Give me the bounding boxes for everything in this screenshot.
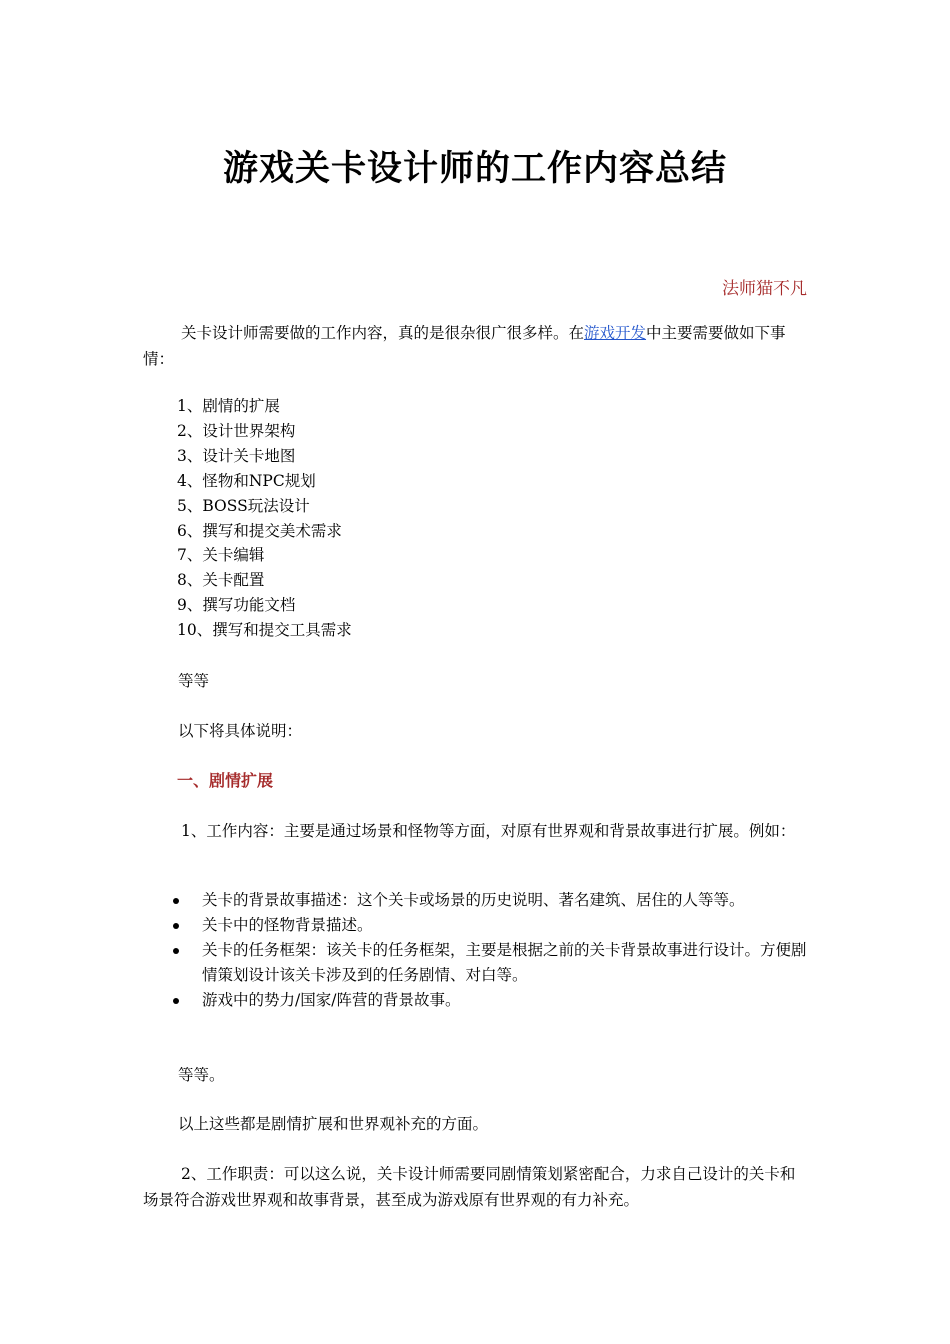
- work-content-paragraph: 1、工作内容：主要是通过场景和怪物等方面，对原有世界观和背景故事进行扩展。例如：: [181, 822, 796, 840]
- bullet-icon: [173, 948, 179, 954]
- bullet-item: [170, 913, 810, 938]
- bullet-text: 关卡的背景故事描述：这个关卡或场景的历史说明、著名建筑、居住的人等等。: [202, 891, 745, 909]
- detail-intro-text: 以下将具体说明：: [178, 722, 303, 740]
- task-list-item: 2、设计世界架构: [177, 422, 296, 440]
- game-dev-link[interactable]: 游戏开发: [584, 324, 647, 342]
- bullet-list: [170, 888, 810, 1013]
- duty-paragraph: 2、工作职责：可以这么说，关卡设计师需要同剧情策划紧密配合，力求自己设计的关卡和场景符合游戏世界观和故事背景，甚至成为游戏原有世界观的有力补充。: [143, 1165, 796, 1209]
- task-list-item: 9、撰写功能文档: [177, 596, 296, 614]
- task-list-item: 8、关卡配置: [177, 571, 265, 589]
- task-list-item: 4、怪物和NPC规划: [177, 472, 316, 490]
- etc-text: 等等: [178, 672, 210, 690]
- bullet-icon: [173, 923, 179, 929]
- bullet-icon: [173, 998, 179, 1004]
- bullet-item: [170, 938, 810, 988]
- summary-text: 以上这些都是剧情扩展和世界观补充的方面。: [178, 1115, 489, 1133]
- task-list-item: 1、剧情的扩展: [177, 397, 280, 415]
- bullet-text: 关卡中的怪物背景描述。: [202, 916, 373, 934]
- intro-text-after: 中主要需要做如下事情：: [143, 324, 786, 368]
- bullet-icon: [173, 898, 179, 904]
- document-title: 游戏关卡设计师的工作内容总结: [222, 148, 727, 189]
- intro-text-before: 关卡设计师需要做的工作内容，真的是很杂很广很多样。在: [181, 324, 585, 342]
- task-list-item: 5、BOSS玩法设计: [177, 497, 310, 515]
- bullet-item: [170, 888, 810, 913]
- bullet-item: [170, 988, 810, 1013]
- task-list-item: 7、关卡编辑: [177, 546, 265, 564]
- etc-text-2: 等等。: [178, 1066, 225, 1084]
- bullet-text: 游戏中的势力/国家/阵营的背景故事。: [202, 991, 461, 1009]
- task-list-item: 10、撰写和提交工具需求: [177, 621, 352, 639]
- intro-paragraph: [143, 320, 805, 372]
- section-heading: 一、剧情扩展: [177, 771, 274, 790]
- task-list-item: 6、撰写和提交美术需求: [177, 522, 342, 540]
- task-list-item: 3、设计关卡地图: [177, 447, 296, 465]
- author-name: 法师猫不凡: [722, 279, 807, 299]
- bullet-text: 关卡的任务框架：该关卡的任务框架，主要是根据之前的关卡背景故事进行设计。方便剧情策划设计该关卡涉及到的任务剧情、对白等。: [202, 941, 807, 984]
